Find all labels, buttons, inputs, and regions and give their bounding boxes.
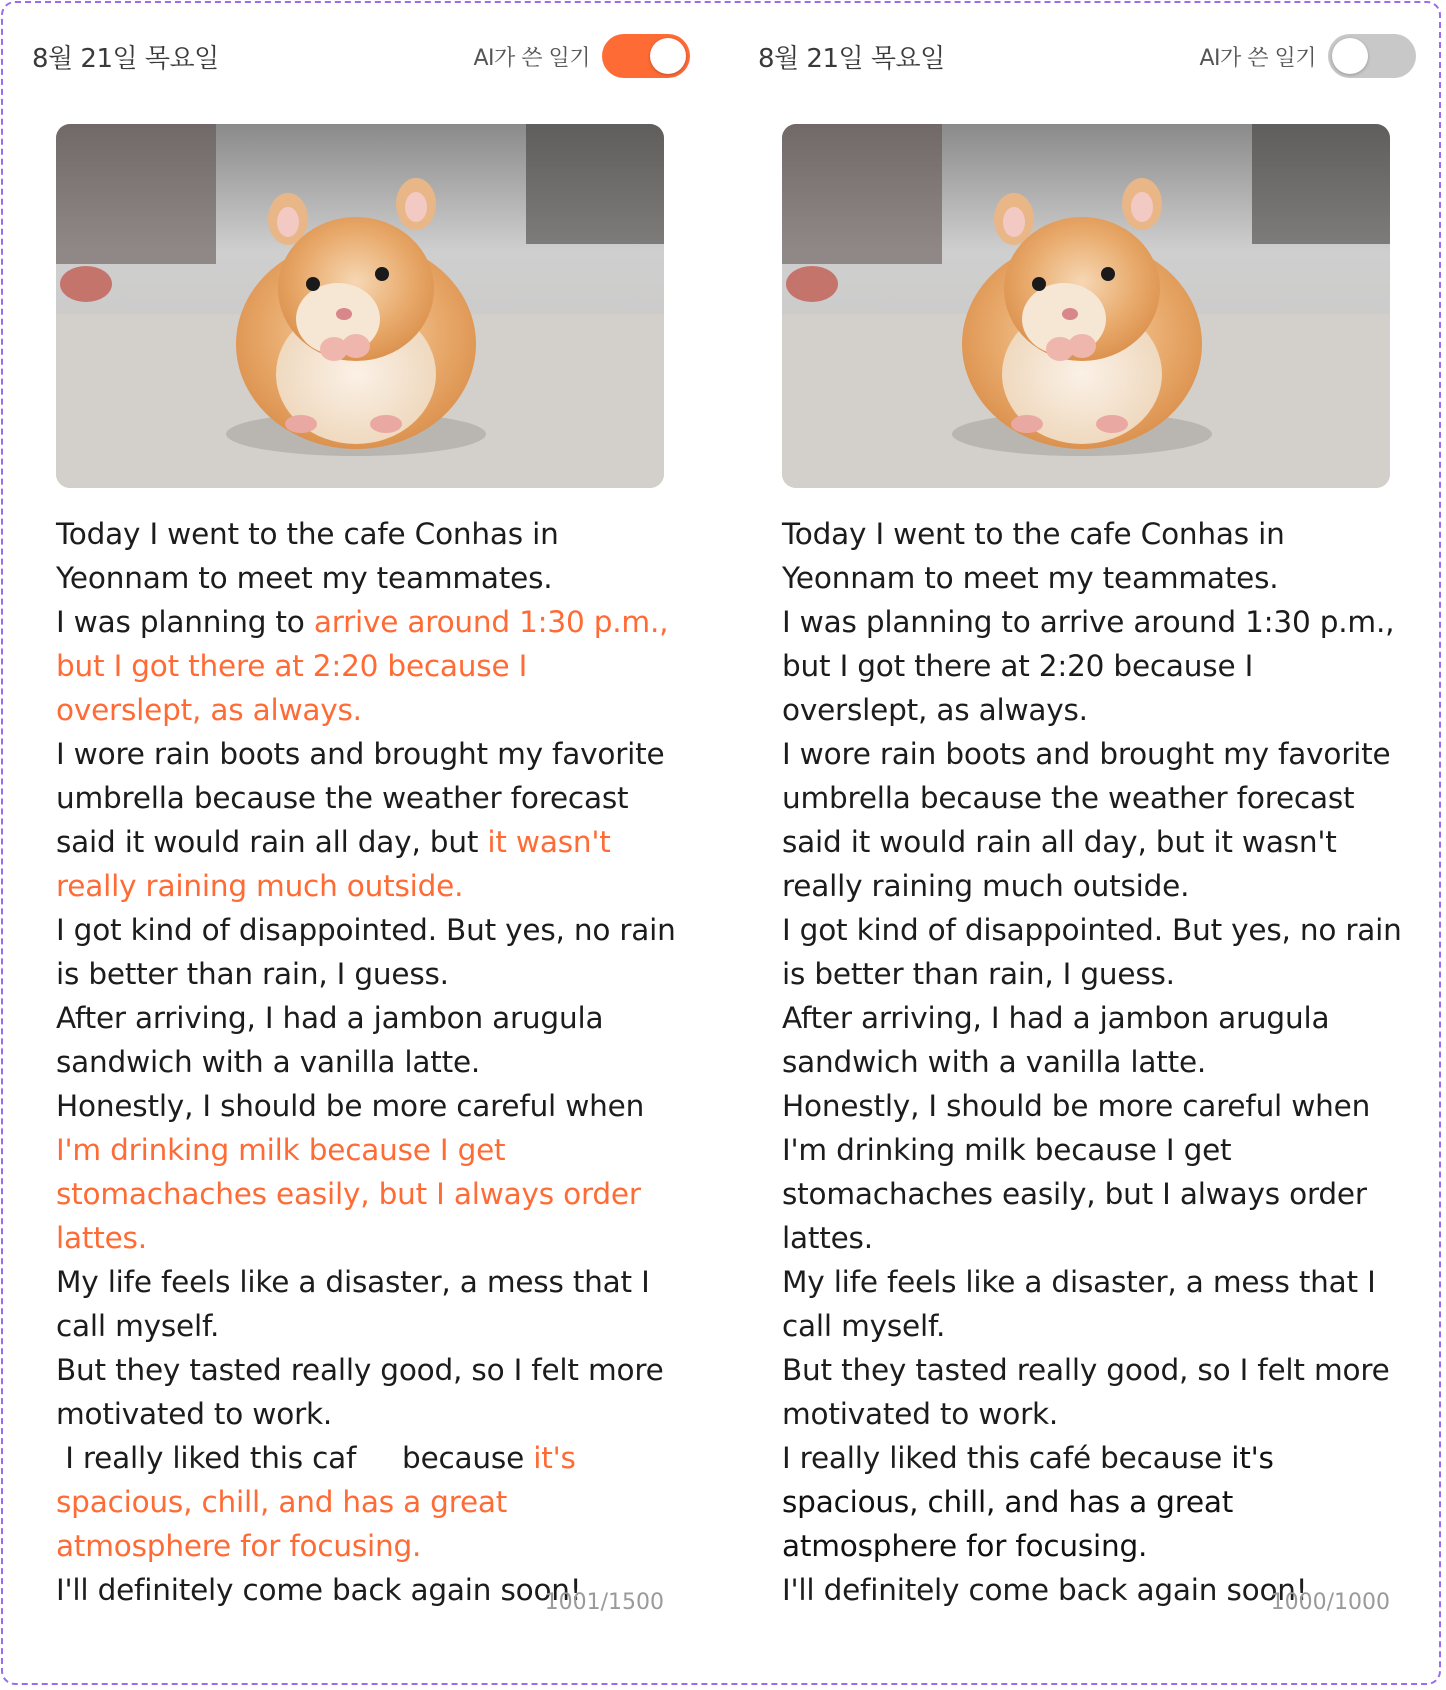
ai-highlight: it's spacious, chill, and has a great atmosphere for focusing. — [56, 1441, 576, 1563]
toggle-knob — [650, 38, 686, 74]
text-segment: I was planning to — [56, 605, 314, 639]
hamster-photo — [56, 124, 664, 488]
diary-paragraph — [782, 908, 1402, 996]
diary-paragraph — [56, 1260, 676, 1348]
text-segment: Honestly, I should be more careful when — [56, 1089, 645, 1123]
diary-paragraph — [782, 1084, 1402, 1260]
diary-paragraph — [56, 908, 676, 996]
text-segment: But they tasted really good, so I felt more motivated to work. — [782, 1353, 1390, 1431]
diary-photo — [56, 124, 664, 488]
text-segment: Today I went to the cafe Conhas in Yeonnam to meet my teammates. — [782, 517, 1285, 595]
diary-paragraph — [782, 1260, 1402, 1348]
text-segment: I really liked this caf because — [56, 1441, 534, 1475]
text-segment: I'll definitely come back again soon! — [56, 1573, 582, 1607]
text-segment: After arriving, I had a jambon arugula sandwich with a vanilla latte. — [782, 1001, 1330, 1079]
char-counter: 1000/1000 — [1270, 1590, 1390, 1615]
hamster-photo — [782, 124, 1390, 488]
panel-header — [32, 30, 690, 82]
diary-paragraph — [56, 732, 676, 908]
diary-paragraph — [56, 996, 676, 1084]
diary-paragraph — [782, 600, 1402, 732]
text-segment: I wore rain boots and brought my favorite umbrella because the weather forecast said it would rain all day, but — [56, 737, 665, 859]
diary-paragraph — [782, 1436, 1402, 1568]
diary-paragraph — [56, 512, 676, 600]
text-segment: I'll definitely come back again soon! — [782, 1573, 1308, 1607]
ai-diary-label: AI가 쓴 일기 — [473, 45, 590, 71]
diary-paragraph — [56, 1436, 676, 1568]
text-segment: After arriving, I had a jambon arugula sandwich with a vanilla latte. — [56, 1001, 604, 1079]
text-segment: I got kind of disappointed. But yes, no rain is better than rain, I guess. — [782, 913, 1402, 991]
diary-text[interactable] — [782, 512, 1402, 1612]
toggle-knob — [1332, 38, 1368, 74]
diary-paragraph — [56, 1348, 676, 1436]
text-segment: I got kind of disappointed. But yes, no rain is better than rain, I guess. — [56, 913, 676, 991]
ai-toggle-group — [473, 34, 690, 78]
ai-diary-label: AI가 쓴 일기 — [1199, 45, 1316, 71]
text-segment: I wore rain boots and brought my favorite umbrella because the weather forecast said it would rain all day, but it wasn't really raining much outside. — [782, 737, 1391, 903]
ai-diary-toggle[interactable] — [602, 34, 690, 78]
ai-highlight: I'm drinking milk because I get stomachaches easily, but I always order lattes. — [56, 1133, 641, 1255]
ai-diary-toggle[interactable] — [1328, 34, 1416, 78]
diary-panel-original — [726, 0, 1446, 1690]
text-segment: Today I went to the cafe Conhas in Yeonnam to meet my teammates. — [56, 517, 559, 595]
text-segment: My life feels like a disaster, a mess that I call myself. — [782, 1265, 1376, 1343]
ai-highlight: it wasn't really raining much outside. — [56, 825, 611, 903]
diary-paragraph — [782, 996, 1402, 1084]
diary-paragraph — [56, 1084, 676, 1260]
text-segment: I really liked this café because — [782, 1441, 1232, 1475]
panel-header — [758, 30, 1416, 82]
ai-toggle-group — [1199, 34, 1416, 78]
text-segment: My life feels like a disaster, a mess that I call myself. — [56, 1265, 650, 1343]
diary-date: 8월 21일 목요일 — [758, 43, 945, 74]
diary-paragraph — [782, 732, 1402, 908]
diary-date: 8월 21일 목요일 — [32, 43, 219, 74]
text-segment: I was planning to arrive around 1:30 p.m., but I got there at 2:20 because I overslept, as always. — [782, 605, 1395, 727]
text-segment: But they tasted really good, so I felt more motivated to work. — [56, 1353, 664, 1431]
diary-paragraph — [782, 1348, 1402, 1436]
char-counter: 1001/1500 — [544, 1590, 664, 1615]
diary-text[interactable] — [56, 512, 676, 1612]
diary-paragraph — [56, 600, 676, 732]
ai-highlight: arrive around 1:30 p.m., but I got there at 2:20 because I overslept, as always. — [56, 605, 669, 727]
diary-paragraph — [782, 512, 1402, 600]
diary-photo — [782, 124, 1390, 488]
emphasis-segment: it's spacious, chill, and has a great atmosphere for focusing. — [782, 1441, 1274, 1563]
text-segment: Honestly, I should be more careful when I'm drinking milk because I get stomachaches easily, but I always order lattes. — [782, 1089, 1371, 1255]
